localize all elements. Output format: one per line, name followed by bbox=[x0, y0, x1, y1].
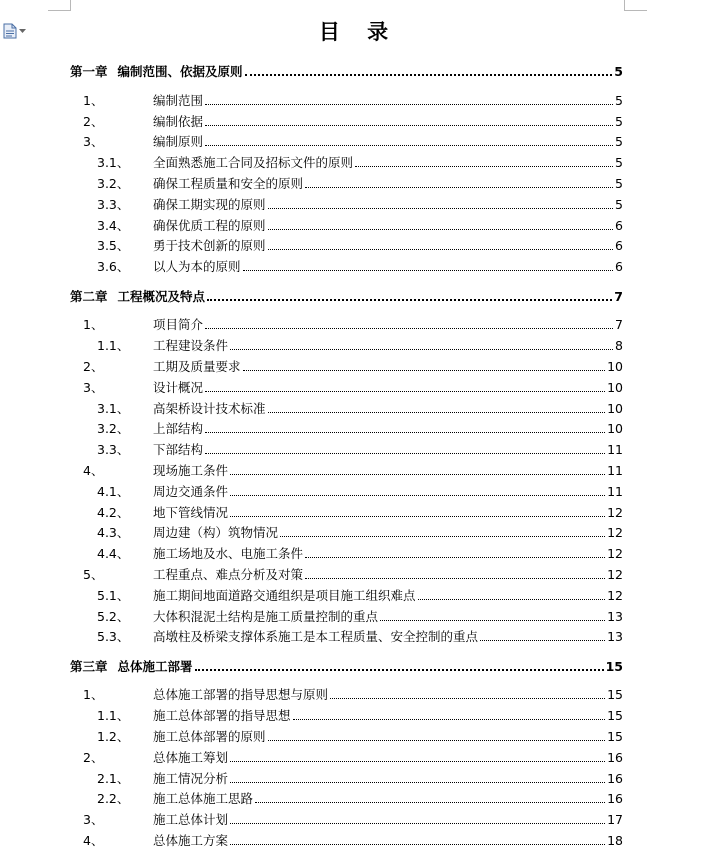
toc-dot-leader bbox=[380, 619, 605, 621]
toc-dot-leader bbox=[205, 124, 613, 126]
toc-entry-title: 确保优质工程的原则 bbox=[153, 217, 266, 233]
toc-dot-leader bbox=[230, 473, 605, 475]
toc-entry[interactable] bbox=[70, 626, 623, 644]
toc-entry-title: 工程概况及特点 bbox=[117, 288, 206, 304]
toc-entry[interactable] bbox=[70, 173, 623, 191]
toc-dot-leader bbox=[205, 390, 605, 392]
toc-entry-title: 工期及质量要求 bbox=[153, 358, 241, 374]
toc-entry-page-number: 13 bbox=[607, 608, 623, 624]
toc-dot-leader bbox=[205, 144, 613, 146]
toc-entry-title: 工程重点、难点分析及对策 bbox=[153, 566, 304, 582]
toc-entry-page-number: 16 bbox=[607, 770, 623, 786]
toc-entry[interactable] bbox=[70, 543, 623, 561]
toc-entry-page-number: 6 bbox=[615, 217, 623, 233]
toc-entry-title: 施工总体计划 bbox=[153, 812, 229, 828]
toc-entry[interactable] bbox=[70, 522, 623, 540]
toc-entry[interactable] bbox=[70, 235, 623, 253]
toc-entry-number: 3.1、 bbox=[97, 155, 130, 171]
toc-entry-page-number: 6 bbox=[615, 238, 623, 254]
toc-entry-page-number: 16 bbox=[607, 749, 623, 765]
toc-entry-number: 3.2、 bbox=[97, 421, 130, 437]
toc-entry-number: 4.2、 bbox=[97, 504, 130, 520]
toc-entry-page-number: 11 bbox=[607, 442, 623, 458]
toc-dot-leader bbox=[230, 494, 605, 496]
toc-entry-number: 2、 bbox=[83, 358, 104, 374]
toc-entry-title: 施工期间地面道路交通组织是项目施工组织难点 bbox=[153, 587, 416, 603]
toc-dot-leader bbox=[293, 718, 606, 720]
toc-entry-title: 总体施工筹划 bbox=[153, 749, 229, 765]
toc-entry-number: 2、 bbox=[83, 749, 104, 765]
toc-entry[interactable] bbox=[70, 131, 623, 149]
toc-entry[interactable] bbox=[70, 377, 623, 395]
toc-entry-title: 施工总体施工思路 bbox=[153, 791, 254, 807]
toc-entry[interactable] bbox=[70, 705, 623, 723]
toc-entry-page-number: 17 bbox=[607, 812, 623, 828]
toc-entry-number: 2.2、 bbox=[97, 791, 130, 807]
toc-entry-page-number: 7 bbox=[615, 317, 623, 333]
page-title: 目 录 bbox=[318, 19, 399, 44]
toc-entry-title: 上部结构 bbox=[153, 421, 204, 437]
toc-entry-number: 3.2、 bbox=[97, 176, 130, 191]
toc-dot-leader bbox=[305, 556, 605, 558]
toc-entry-page-number: 12 bbox=[607, 587, 623, 603]
toc-entry-title: 总体施工方案 bbox=[153, 833, 229, 848]
toc-entry-page-number: 12 bbox=[607, 546, 623, 562]
toc-entry-page-number: 15 bbox=[607, 708, 623, 724]
toc-dot-leader bbox=[205, 327, 613, 329]
toc-entry[interactable] bbox=[70, 830, 623, 848]
toc-entry-title: 周边交通条件 bbox=[153, 483, 229, 499]
toc-entry-title: 设计概况 bbox=[153, 379, 204, 395]
toc-dot-leader bbox=[230, 843, 605, 845]
toc-dot-leader bbox=[305, 186, 613, 188]
toc-entry-number: 2.1、 bbox=[97, 770, 130, 786]
toc-entry[interactable] bbox=[70, 788, 623, 806]
toc-entry[interactable] bbox=[70, 90, 623, 108]
toc-dot-leader bbox=[255, 801, 605, 803]
toc-entry-number: 3.3、 bbox=[97, 442, 130, 458]
toc-entry[interactable] bbox=[70, 768, 623, 786]
toc-entry-title: 施工场地及水、电施工条件 bbox=[153, 546, 304, 562]
toc-entry-title: 周边建（构）筑物情况 bbox=[153, 525, 279, 541]
toc-entry-title: 以人为本的原则 bbox=[153, 259, 241, 275]
toc-entry-title: 项目简介 bbox=[153, 317, 204, 333]
toc-entry-number: 4.1、 bbox=[97, 483, 130, 499]
toc-entry-page-number: 10 bbox=[607, 358, 623, 374]
toc-entry-number: 3.6、 bbox=[97, 259, 130, 275]
toc-entry-page-number: 13 bbox=[607, 629, 623, 645]
toc-entry-number: 5.2、 bbox=[97, 608, 130, 624]
toc-entry-page-number: 5 bbox=[614, 64, 623, 79]
toc-entry-page-number: 15 bbox=[607, 729, 623, 744]
toc-entry-number: 1.1、 bbox=[97, 338, 130, 354]
toc-entry-number: 1.2、 bbox=[97, 729, 130, 744]
toc-entry-number: 第二章 bbox=[70, 288, 108, 304]
toc-chapter-entry[interactable] bbox=[70, 286, 623, 304]
toc-entry-title: 大体积混泥土结构是施工质量控制的重点 bbox=[153, 608, 379, 624]
toc-entry-title: 确保工程质量和安全的原则 bbox=[153, 176, 304, 191]
toc-chapter-entry[interactable] bbox=[70, 61, 623, 79]
toc-entry[interactable] bbox=[70, 502, 623, 520]
toc-entry-page-number: 10 bbox=[607, 379, 623, 395]
toc-entry[interactable] bbox=[70, 606, 623, 624]
toc-entry-page-number: 7 bbox=[614, 288, 623, 304]
toc-entry-title: 工程建设条件 bbox=[153, 338, 229, 354]
toc-entry-title: 确保工期实现的原则 bbox=[153, 196, 266, 212]
toc-entry-title: 下部结构 bbox=[153, 442, 204, 458]
toc-entry-number: 1、 bbox=[83, 92, 104, 108]
toc-entry-page-number: 10 bbox=[607, 421, 623, 437]
toc-entry-number: 5.3、 bbox=[97, 629, 130, 645]
toc-chapter-entry[interactable] bbox=[70, 656, 623, 674]
toc-entry[interactable] bbox=[70, 809, 623, 827]
toc-dot-leader bbox=[205, 103, 613, 105]
toc-entry[interactable] bbox=[70, 152, 623, 170]
toc-dot-leader bbox=[268, 228, 613, 230]
toc-entry-page-number: 5 bbox=[615, 113, 623, 129]
toc-entry-number: 1、 bbox=[83, 317, 104, 333]
toc-entry[interactable] bbox=[70, 194, 623, 212]
toc-dot-leader bbox=[280, 535, 605, 537]
toc-entry-title: 总体施工部署的指导思想与原则 bbox=[153, 687, 329, 703]
toc-entry[interactable] bbox=[70, 256, 623, 274]
toc-entry[interactable] bbox=[70, 314, 623, 332]
toc-entry-number: 5、 bbox=[83, 566, 104, 582]
toc-entry[interactable] bbox=[70, 585, 623, 603]
toc-entry-page-number: 15 bbox=[605, 658, 623, 674]
toc-entry-title: 施工总体部署的指导思想 bbox=[153, 708, 291, 724]
toc-dot-leader bbox=[205, 431, 605, 433]
toc-entry-number: 3.3、 bbox=[97, 196, 130, 212]
toc-entry[interactable] bbox=[70, 684, 623, 702]
toc-entry-number: 1、 bbox=[83, 687, 104, 703]
toc-entry-number: 3、 bbox=[83, 812, 104, 828]
toc-dot-leader bbox=[245, 73, 613, 76]
toc-entry[interactable] bbox=[70, 356, 623, 374]
toc-entry-page-number: 18 bbox=[607, 833, 623, 848]
toc-dot-leader bbox=[480, 639, 605, 641]
toc-entry-page-number: 5 bbox=[615, 92, 623, 108]
toc-entry[interactable] bbox=[70, 215, 623, 233]
toc-dot-leader bbox=[230, 348, 613, 350]
toc-entry-title: 编制依据 bbox=[153, 113, 204, 129]
toc-entry-title: 高架桥设计技术标准 bbox=[153, 400, 266, 416]
toc-entry-number: 1.1、 bbox=[97, 708, 130, 724]
toc-entry-page-number: 16 bbox=[607, 791, 623, 807]
toc-dot-leader bbox=[230, 822, 605, 824]
toc-entry[interactable] bbox=[70, 335, 623, 353]
toc-entry-title: 全面熟悉施工合同及招标文件的原则 bbox=[153, 155, 354, 171]
toc-entry-title: 施工总体部署的原则 bbox=[153, 729, 266, 744]
toc-entry-title: 现场施工条件 bbox=[153, 462, 229, 478]
toc-entry-page-number: 5 bbox=[615, 134, 623, 150]
toc-entry-number: 4、 bbox=[83, 462, 104, 478]
toc-dot-leader bbox=[268, 248, 613, 250]
toc-entry-page-number: 8 bbox=[615, 338, 623, 354]
toc-dot-leader bbox=[305, 577, 605, 579]
toc-dot-leader bbox=[268, 739, 606, 741]
toc-entry-page-number: 12 bbox=[607, 504, 623, 520]
toc-dot-leader bbox=[268, 411, 606, 413]
toc-entry[interactable] bbox=[70, 439, 623, 457]
toc-entry-number: 2、 bbox=[83, 113, 104, 129]
toc-entry-number: 5.1、 bbox=[97, 587, 130, 603]
toc-dot-leader bbox=[355, 165, 613, 167]
toc-entry-page-number: 12 bbox=[607, 566, 623, 582]
toc-entry-number: 4、 bbox=[83, 833, 104, 848]
toc-entry[interactable] bbox=[70, 460, 623, 478]
toc-entry-number: 第一章 bbox=[70, 64, 108, 79]
toc-entry-title: 编制范围 bbox=[153, 92, 204, 108]
toc-dot-leader bbox=[230, 515, 605, 517]
toc-dot-leader bbox=[418, 598, 606, 600]
toc-entry-number: 3.5、 bbox=[97, 238, 130, 254]
toc-dot-leader bbox=[205, 452, 605, 454]
toc-entry-number: 3、 bbox=[83, 379, 104, 395]
toc-entry-page-number: 10 bbox=[607, 400, 623, 416]
toc-entry-number: 3.4、 bbox=[97, 217, 130, 233]
toc-entry-title: 编制范围、依据及原则 bbox=[117, 64, 243, 79]
toc-entry-page-number: 5 bbox=[615, 196, 623, 212]
toc-entry-title: 勇于技术创新的原则 bbox=[153, 238, 266, 254]
toc-entry-number: 3、 bbox=[83, 134, 104, 150]
toc-dot-leader bbox=[243, 269, 613, 271]
toc-entry-number: 第三章 bbox=[70, 658, 108, 674]
toc-entry-number: 3.1、 bbox=[97, 400, 130, 416]
toc-entry-page-number: 5 bbox=[615, 155, 623, 171]
toc-entry-number: 4.3、 bbox=[97, 525, 130, 541]
toc-dot-leader bbox=[195, 668, 604, 671]
toc-entry-page-number: 5 bbox=[615, 176, 623, 191]
toc-entry-title: 总体施工部署 bbox=[117, 658, 193, 674]
toc-dot-leader bbox=[330, 697, 605, 699]
toc-entry-page-number: 15 bbox=[607, 687, 623, 703]
toc-entry-title: 编制原则 bbox=[153, 134, 204, 150]
toc-entry[interactable] bbox=[70, 564, 623, 582]
toc-entry-title: 施工情况分析 bbox=[153, 770, 229, 786]
toc-dot-leader bbox=[243, 369, 606, 371]
toc-entry[interactable] bbox=[70, 747, 623, 765]
toc-entry-title: 地下管线情况 bbox=[153, 504, 229, 520]
toc-entry-page-number: 6 bbox=[615, 259, 623, 275]
toc-entry-title: 高墩柱及桥梁支撑体系施工是本工程质量、安全控制的重点 bbox=[153, 629, 479, 645]
toc-entry[interactable] bbox=[70, 398, 623, 416]
toc-entry[interactable] bbox=[70, 418, 623, 436]
toc-dot-leader bbox=[268, 207, 613, 209]
toc-entry[interactable] bbox=[70, 726, 623, 744]
toc-dot-leader bbox=[230, 760, 605, 762]
toc-entry-page-number: 11 bbox=[607, 462, 623, 478]
toc-dot-leader bbox=[207, 298, 612, 301]
toc-entry-page-number: 11 bbox=[607, 483, 623, 499]
toc-entry-page-number: 12 bbox=[607, 525, 623, 541]
toc-dot-leader bbox=[230, 781, 605, 783]
toc-entry[interactable] bbox=[70, 111, 623, 129]
toc-entry[interactable] bbox=[70, 481, 623, 499]
toc-entry-number: 4.4、 bbox=[97, 546, 130, 562]
